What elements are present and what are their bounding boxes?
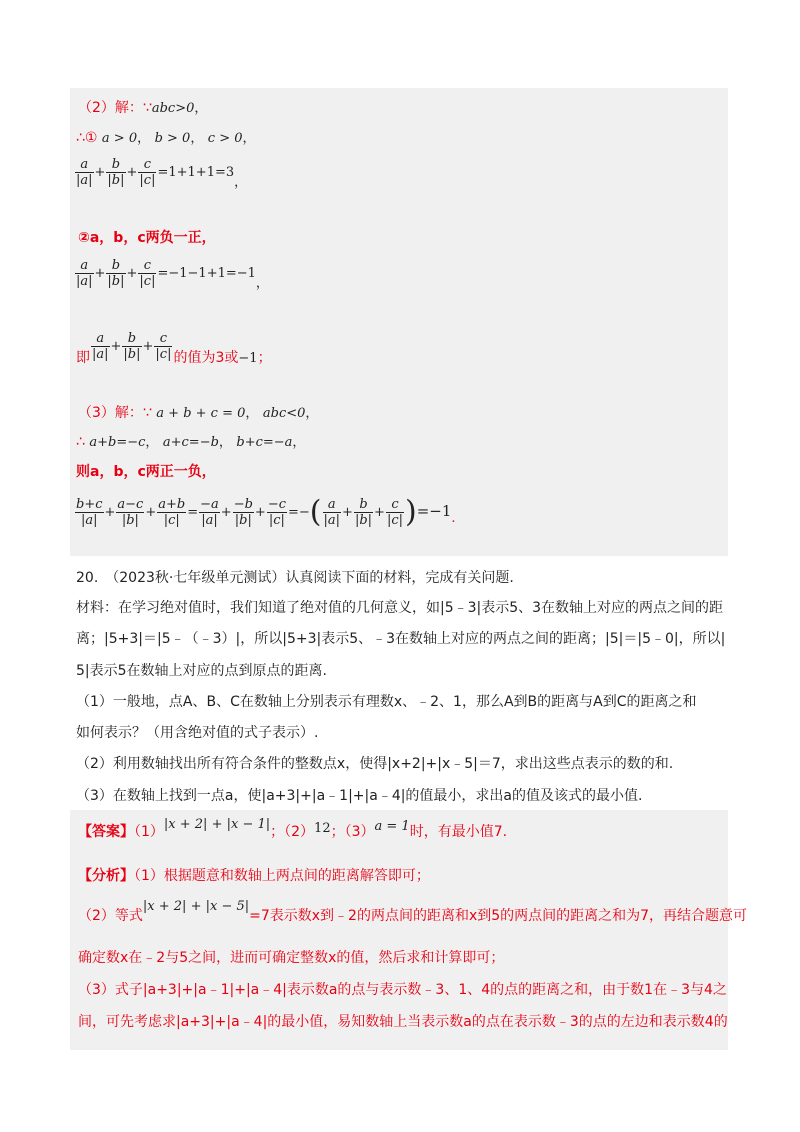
sol3-final-eq: $\frac{b+c}{|a|}$ + $\frac{a-c}{|b|}$ + $\frac{a+b}{|c|}$ = $\frac{-a}{|a|}$ + $\frac{-b}{|b|}$ + $\frac{-c}{|c|}$ =−( $\frac{a}{|a|}$ + $\frac{b}{|b|}$ + $\frac{c}{|c|}$ )=−1. <box>76 494 456 530</box>
sol2-eq2: $\frac{a}{|a|}$ + $\frac{b}{|b|}$ + $\frac{c}{|c|}$ =−1−1+1=−1， <box>76 258 269 291</box>
q20-part3: （3）在数轴上找到一点a，使|a+3|+|a﹣1|+|a﹣4|的值最小，求出a的值及该式的最小值. <box>76 788 643 804</box>
answer-line: 【答案】（1）|x + 2| + |x − 1|；（2）12；（3）a = 1时，有最小值7. <box>78 817 508 840</box>
sol2-eq1: $\frac{a}{|a|}$ + $\frac{b}{|b|}$ + $\frac{c}{|c|}$ =1+1+1=3， <box>76 157 248 190</box>
sol3-header: （3）解：∵ a + b + c = 0， abc<0， <box>78 405 319 421</box>
sol3-sign-case: 则a，b，c两正一负， <box>76 464 216 480</box>
q20-material-1: 材料：在学习绝对值时，我们知道了绝对值的几何意义，如|5﹣3|表示5、3在数轴上对应的两点之间的距 <box>76 600 724 616</box>
q20-material-2: 离；|5+3|＝|5﹣（﹣3）|，所以|5+3|表示5、﹣3在数轴上对应的两点之间的距离；|5|＝|5﹣0|，所以| <box>76 631 726 647</box>
q20-part1-a: （1）一般地，点A、B、C在数轴上分别表示有理数x、﹣2、1，那么A到B的距离与A到C的距离之和 <box>76 694 697 710</box>
q20-part2: （2）利用数轴找出所有符合条件的整数点x，使得|x+2|+|x﹣5|＝7，求出这些点表示的数的和. <box>76 756 674 772</box>
q20-title: 20. （2023秋·七年级单元测试）认真阅读下面的材料，完成有关问题. <box>76 570 514 586</box>
q20-material-3: 5|表示5在数轴上对应的点到原点的距离. <box>76 663 327 679</box>
analysis-line-1: 【分析】（1）根据题意和数轴上两点间的距离解答即可； <box>78 868 430 884</box>
sol2-case2: ②a，b，c两负一正， <box>78 230 216 246</box>
sol2-case1: ∴① a > 0， b > 0， c > 0， <box>76 130 256 146</box>
analysis-line-5: 间，可先考虑求|a+3|+|a﹣4|的最小值，易知数轴上当表示数a的点在表示数﹣3的点的左边和表示数4的 <box>78 1014 728 1030</box>
sol2-conclusion: 即 $\frac{a}{|a|}$ + $\frac{b}{|b|}$ + $\frac{c}{|c|}$ 的值为3或−1； <box>76 331 272 366</box>
analysis-line-2: （2）等式|x + 2| + |x − 5|=7表示数x到﹣2的两点间的距离和x到5的两点间的距离之和为7，再结合题意可 <box>78 899 748 924</box>
analysis-line-3: 确定数x在﹣2与5之间，进而可确定整数x的值，然后求和计算即可； <box>78 950 505 966</box>
q20-part1-b: 如何表示？（用含绝对值的式子表示）. <box>76 725 319 741</box>
sol3-results: ∴ a+b=−c， a+c=−b， b+c=−a， <box>76 434 306 450</box>
sol2-header: （2）解：∵abc>0， <box>78 100 208 116</box>
analysis-line-4: （3）式子|a+3|+|a﹣1|+|a﹣4|表示数a的点与表示数﹣3、1、4的点的距离之和，由于数1在﹣3与4之 <box>78 982 727 998</box>
